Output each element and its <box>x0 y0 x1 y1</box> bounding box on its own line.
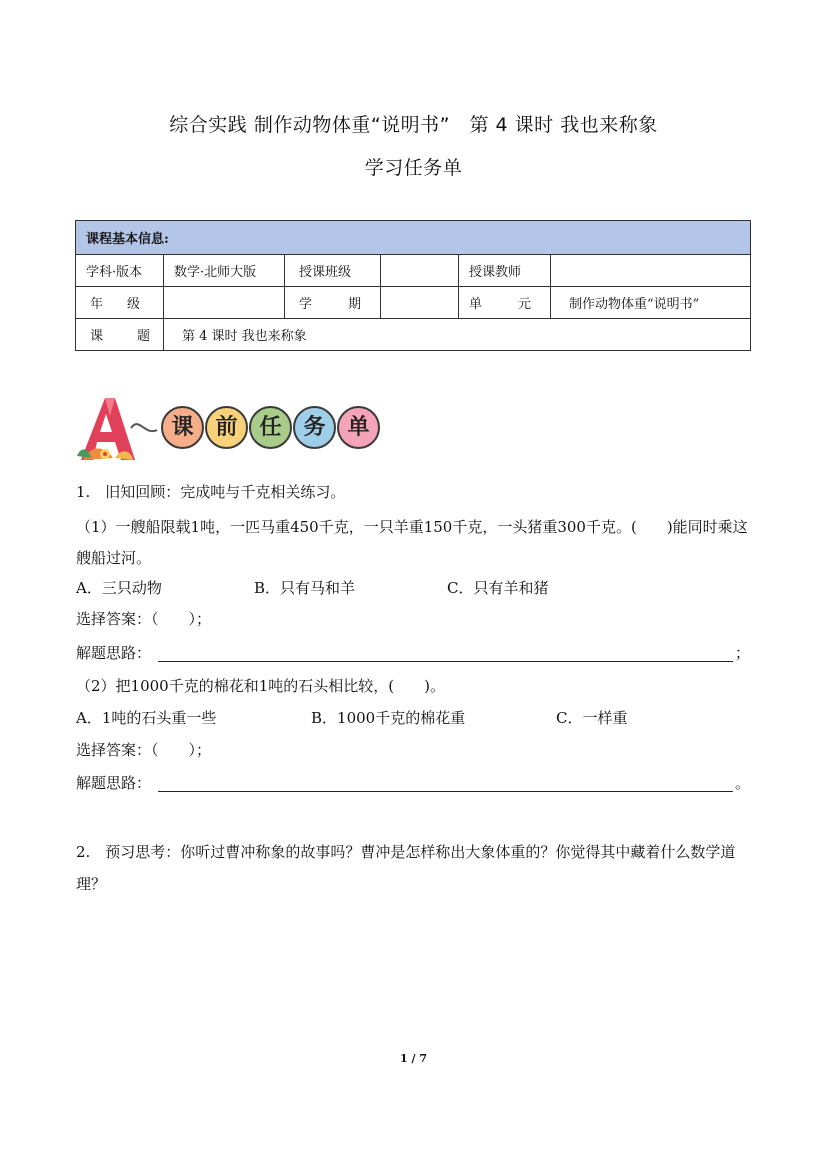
section1-heading: 1. 旧知回顾：完成吨与千克相关练习。 <box>76 483 346 501</box>
topic-label-text: 课 题 <box>90 329 150 344</box>
q2-answer-line[interactable] <box>158 791 733 792</box>
q2-reason-label: 解题思路： <box>76 774 152 792</box>
unit-label <box>459 287 551 319</box>
document-title: 综合实践 制作动物体重“说明书” 第 4 课时 我也来称象 <box>169 114 658 136</box>
q1-option-b: B．只有马和羊 <box>254 579 356 597</box>
document-subtitle: 学习任务单 <box>364 157 463 179</box>
q1-option-c: C．只有羊和猪 <box>447 579 549 597</box>
q1-reason-end: ； <box>735 644 751 662</box>
teacher-label: 授课教师 <box>459 255 551 287</box>
table-row <box>76 255 751 287</box>
q2-reason-end: 。 <box>735 774 751 792</box>
topic-value: 第 4 课时 我也来称象 <box>164 319 751 351</box>
term-label <box>285 287 381 319</box>
course-info-table <box>75 220 751 351</box>
q2-option-c: C．一样重 <box>556 709 628 727</box>
class-value <box>381 255 459 287</box>
grade-label-text: 年 级 <box>90 297 140 312</box>
q2-stem: （2）把1000千克的棉花和1吨的石头相比较，( )。 <box>76 677 445 695</box>
q1-reason-label: 解题思路： <box>76 644 152 662</box>
q2-answer-label: 选择答案：（ ）； <box>76 741 212 759</box>
grade-value <box>164 287 285 319</box>
table-header-row <box>76 221 751 255</box>
q1-option-a: A．三只动物 <box>76 579 162 597</box>
banner-char-4: 务 <box>293 406 336 449</box>
table-row <box>76 287 751 319</box>
banner-char-5: 单 <box>337 406 380 449</box>
table-row <box>76 319 751 351</box>
grade-label <box>76 287 164 319</box>
topic-label <box>76 319 164 351</box>
page-number: 1 / 7 <box>400 1052 427 1065</box>
pre-class-task-banner <box>75 396 405 466</box>
subject-value: 数学·北师大版 <box>164 255 285 287</box>
q1-stem: （1）一艘船限载1吨，一匹马重450千克，一只羊重150千克，一头猪重300千克。( )能同时乘这艘船过河。 <box>76 518 748 567</box>
teacher-value <box>551 255 751 287</box>
q1-answer-line[interactable] <box>158 661 733 662</box>
unit-label-text: 单 元 <box>469 297 531 312</box>
banner-char-2: 前 <box>205 406 248 449</box>
class-label: 授课班级 <box>285 255 381 287</box>
letter-a-logo <box>75 396 165 466</box>
banner-char-1: 课 <box>161 406 204 449</box>
q2-option-a: A．1吨的石头重一些 <box>76 709 217 727</box>
term-label-text: 学 期 <box>299 297 361 312</box>
banner-char-3: 任 <box>249 406 292 449</box>
subject-label: 学科·版本 <box>76 255 164 287</box>
q1-answer-label: 选择答案：（ ）； <box>76 610 212 628</box>
term-value <box>381 287 459 319</box>
q2-option-b: B．1000千克的棉花重 <box>311 709 466 727</box>
table-header: 课程基本信息: <box>76 221 751 255</box>
section2-text: 2. 预习思考：你听过曹冲称象的故事吗？曹冲是怎样称出大象体重的？你觉得其中藏着什么数学道理？ <box>76 843 736 893</box>
unit-value: 制作动物体重“说明书” <box>551 287 751 319</box>
